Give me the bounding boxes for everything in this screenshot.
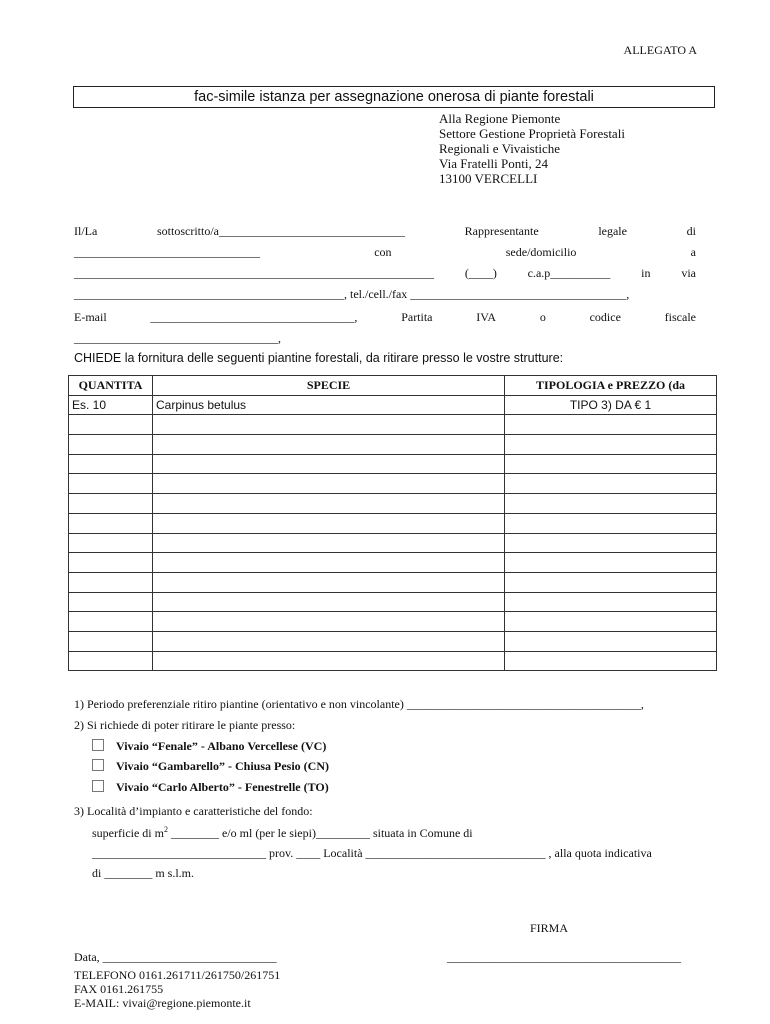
type-price-cell[interactable]	[505, 474, 717, 494]
table-row	[69, 572, 717, 592]
city-field[interactable]: ____________________________________________________________	[74, 266, 434, 280]
address-line: Via Fratelli Ponti, 24	[439, 156, 548, 171]
table-row	[69, 651, 717, 671]
species-cell[interactable]	[153, 572, 505, 592]
quantity-cell[interactable]	[69, 572, 153, 592]
table-row	[69, 533, 717, 553]
nursery-option-gambarello[interactable]	[92, 759, 329, 774]
type-price-cell[interactable]	[505, 513, 717, 533]
column-header-type-price: TIPOLOGIA e PREZZO (da	[505, 376, 717, 396]
applicant-line-1	[74, 224, 696, 239]
altitude-line[interactable]: di ________ m s.l.m.	[92, 866, 195, 880]
pickup-period-line[interactable]: 1) Periodo preferenziale ritiro piantine (orientativo e non vincolante) _______________________________________,	[74, 697, 644, 711]
species-cell[interactable]	[153, 513, 505, 533]
planting-site-heading: 3) Località d’impianto e caratteristiche del fondo:	[74, 804, 313, 818]
form-text: Partita	[401, 310, 433, 324]
email-field[interactable]: __________________________________,	[150, 310, 358, 324]
species-cell[interactable]	[153, 454, 505, 474]
nursery-label: Vivaio “Gambarello” - Chiusa Pesio (CN)	[116, 759, 329, 773]
form-text: IVA	[476, 310, 497, 324]
column-header-quantity: QUANTITA	[69, 376, 153, 396]
type-price-cell[interactable]	[505, 612, 717, 632]
species-cell[interactable]	[153, 592, 505, 612]
table-row	[69, 454, 717, 474]
type-price-cell[interactable]	[505, 415, 717, 435]
surface-line[interactable]	[92, 825, 473, 841]
type-price-cell[interactable]: TIPO 3) DA € 1	[505, 395, 717, 415]
table-row	[69, 435, 717, 455]
applicant-line-2	[74, 245, 696, 260]
name-field[interactable]: sottoscritto/a_______________________________	[157, 224, 405, 238]
address-phone-field[interactable]: _____________________________________________, tel./cell./fax ____________________________________,	[74, 287, 630, 301]
applicant-line-3	[74, 266, 696, 281]
type-price-cell[interactable]	[505, 631, 717, 651]
form-text: di	[686, 224, 696, 238]
request-statement: CHIEDE la fornitura delle seguenti piantine forestali, da ritirare presso le vostre strutture:	[74, 351, 564, 365]
form-text: E-mail	[74, 310, 107, 324]
quantity-cell[interactable]	[69, 631, 153, 651]
quantity-cell[interactable]	[69, 553, 153, 573]
species-cell[interactable]	[153, 612, 505, 632]
species-cell[interactable]	[153, 435, 505, 455]
type-price-cell[interactable]	[505, 651, 717, 671]
type-price-cell[interactable]	[505, 553, 717, 573]
species-cell[interactable]	[153, 651, 505, 671]
contact-info	[74, 968, 280, 1010]
table-row	[69, 395, 717, 415]
type-price-cell[interactable]	[505, 454, 717, 474]
table-row	[69, 612, 717, 632]
cap-field[interactable]: c.a.p__________	[527, 266, 611, 280]
nursery-label: Vivaio “Carlo Alberto” - Fenestrelle (TO)	[116, 780, 329, 794]
form-text: in	[641, 266, 651, 280]
checkbox[interactable]	[92, 759, 104, 771]
form-text: superficie di m	[92, 826, 164, 840]
nursery-option-fenale[interactable]	[92, 739, 326, 754]
table-row	[69, 631, 717, 651]
form-text: Il/La	[74, 224, 98, 238]
document-title: fac-simile istanza per assegnazione onerosa di piante forestali	[73, 86, 715, 108]
date-field[interactable]: Data, _____________________________	[74, 950, 277, 964]
form-text: via	[681, 266, 696, 280]
superscript: 2	[163, 825, 168, 834]
quantity-cell[interactable]	[69, 513, 153, 533]
type-price-cell[interactable]	[505, 592, 717, 612]
species-cell[interactable]	[153, 533, 505, 553]
contact-fax: FAX 0161.261755	[74, 982, 164, 996]
species-cell[interactable]	[153, 494, 505, 514]
species-cell[interactable]: Carpinus betulus	[153, 395, 505, 415]
address-line: 13100 VERCELLI	[439, 171, 538, 186]
quantity-cell[interactable]	[69, 474, 153, 494]
form-text: fiscale	[664, 310, 696, 324]
quantity-cell[interactable]	[69, 533, 153, 553]
table-row	[69, 474, 717, 494]
form-text: sede/domicilio	[505, 245, 577, 259]
quantity-cell[interactable]	[69, 612, 153, 632]
type-price-cell[interactable]	[505, 435, 717, 455]
address-line: Regionali e Vivaistiche	[439, 141, 561, 156]
type-price-cell[interactable]	[505, 533, 717, 553]
nursery-option-carlo-alberto[interactable]	[92, 780, 329, 795]
province-field[interactable]: (____)	[464, 266, 497, 280]
species-cell[interactable]	[153, 553, 505, 573]
applicant-line-5	[74, 310, 696, 325]
contact-phone: TELEFONO 0161.261711/261750/261751	[74, 968, 281, 982]
type-price-cell[interactable]	[505, 572, 717, 592]
contact-email: E-MAIL: vivai@regione.piemonte.it	[74, 996, 251, 1010]
form-text: codice	[589, 310, 621, 324]
allegato-label: ALLEGATO A	[623, 43, 697, 57]
quantity-cell[interactable]	[69, 494, 153, 514]
table-row	[69, 553, 717, 573]
form-text: a	[690, 245, 696, 259]
table-header-row	[69, 376, 717, 396]
signature-field[interactable]: _______________________________________	[447, 950, 681, 964]
tax-code-field[interactable]: __________________________________,	[74, 331, 281, 345]
pickup-location-heading: 2) Si richiede di poter ritirare le piante presso:	[74, 718, 296, 732]
table-row	[69, 513, 717, 533]
form-text: con	[374, 245, 392, 259]
species-cell[interactable]	[153, 631, 505, 651]
locality-line[interactable]: _____________________________ prov. ____ Località ______________________________ , alla quota indicativa	[92, 846, 652, 860]
species-table	[68, 375, 717, 671]
table-row	[69, 415, 717, 435]
quantity-cell[interactable]	[69, 435, 153, 455]
type-price-cell[interactable]	[505, 494, 717, 514]
table-row	[69, 494, 717, 514]
table-row	[69, 592, 717, 612]
quantity-cell[interactable]	[69, 415, 153, 435]
surface-fields[interactable]: ________ e/o ml (per le siepi)_________ situata in Comune di	[167, 826, 473, 840]
quantity-cell[interactable]	[69, 454, 153, 474]
checkbox[interactable]	[92, 739, 104, 751]
form-text: legale	[598, 224, 627, 238]
quantity-cell[interactable]	[69, 651, 153, 671]
nursery-label: Vivaio “Fenale” - Albano Vercellese (VC)	[116, 739, 327, 753]
address-line: Settore Gestione Proprietà Forestali	[439, 126, 625, 141]
recipient-address	[439, 111, 625, 186]
species-cell[interactable]	[153, 474, 505, 494]
signature-label: FIRMA	[530, 921, 569, 935]
quantity-cell[interactable]: Es. 10	[69, 395, 153, 415]
column-header-species: SPECIE	[153, 376, 505, 396]
form-text: o	[539, 310, 546, 324]
quantity-cell[interactable]	[69, 592, 153, 612]
checkbox[interactable]	[92, 780, 104, 792]
species-cell[interactable]	[153, 415, 505, 435]
applicant-line-4	[74, 287, 696, 302]
entity-field[interactable]: _______________________________	[74, 245, 260, 259]
form-text: Rappresentante	[464, 224, 539, 238]
address-line: Alla Regione Piemonte	[439, 111, 561, 126]
